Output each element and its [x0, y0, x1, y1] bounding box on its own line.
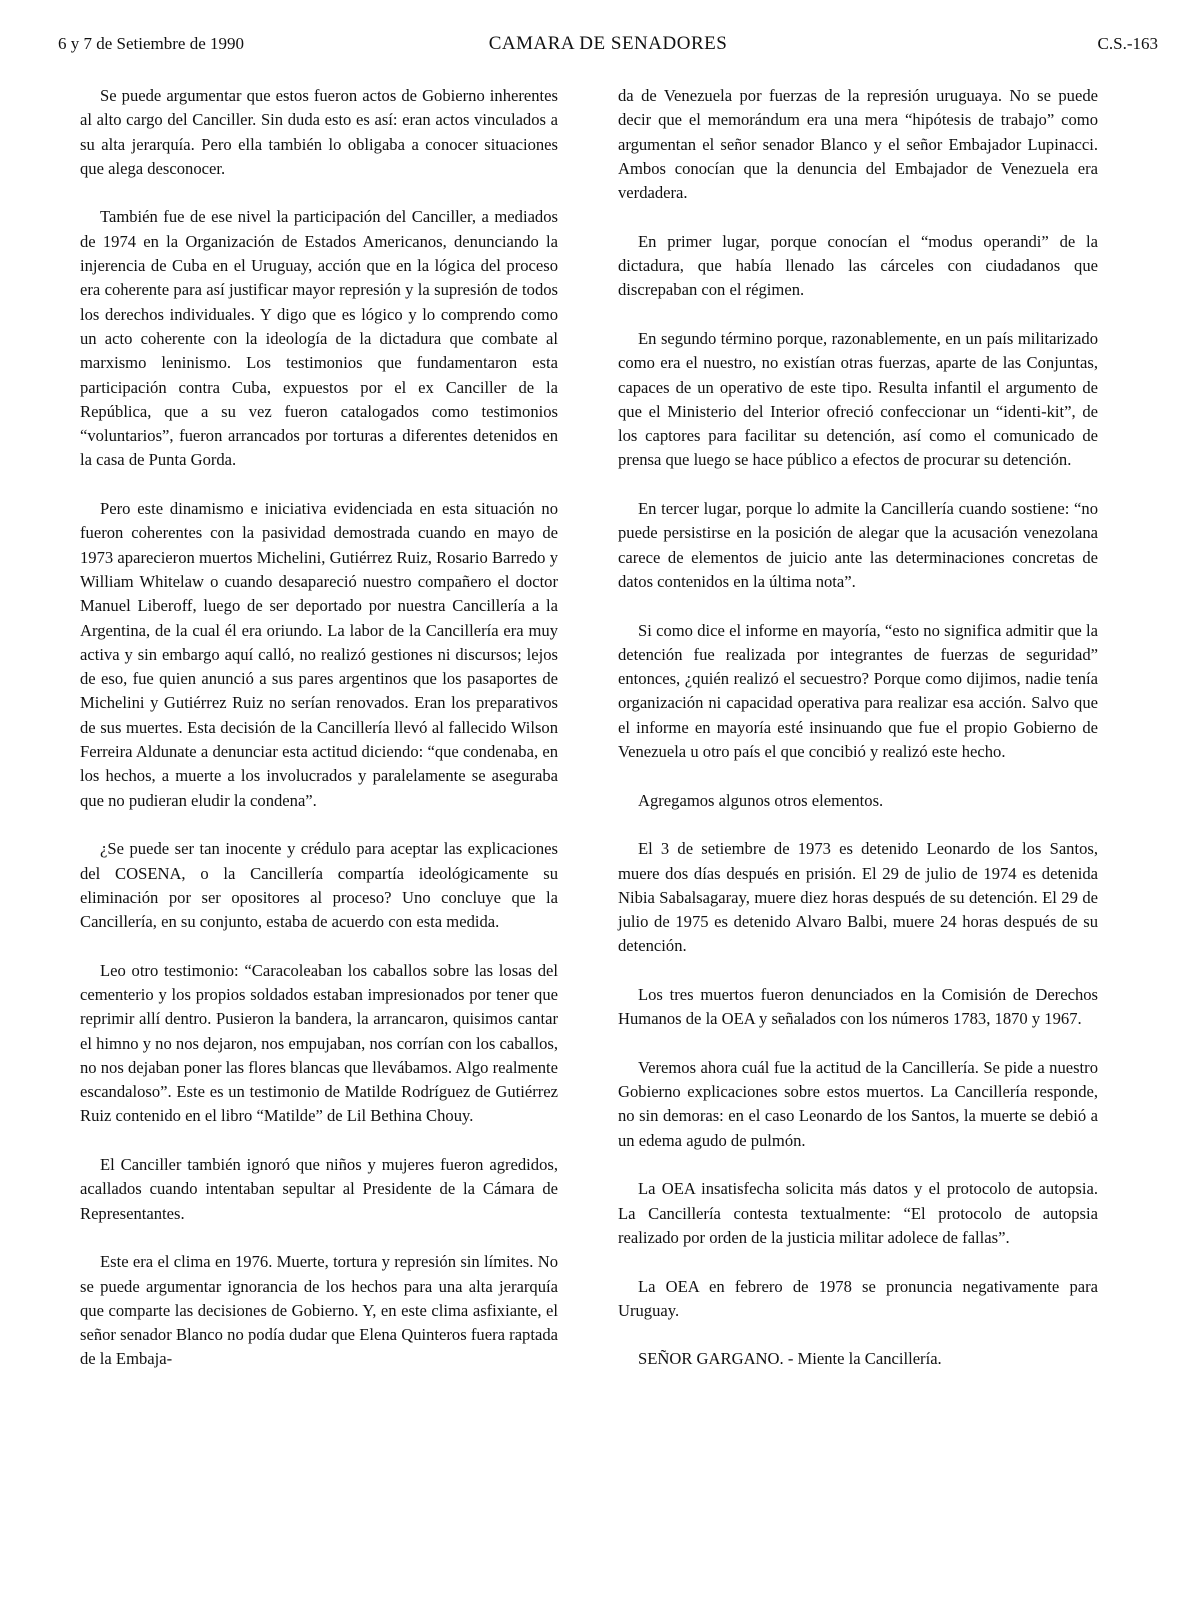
right-column [618, 84, 1098, 1396]
speaker-line: SEÑOR GARGANO. - Miente la Cancillería. [638, 1349, 942, 1369]
paragraph: En segundo término porque, razonablemente, en un país militarizado como era el nuestro, no existían otras fuerzas, aparte de las Conjuntas, capaces de un operativo de este tipo. Resulta infantil el argumento de que el Ministerio del Interior ofreció confeccionar un “identi-kit”, de los captores para facilitar su detención, así como el comunicado de prensa que luego se hace público a efectos de procurar su detención. [618, 328, 1098, 470]
paragraph: ¿Se puede ser tan inocente y crédulo para aceptar las explicaciones del COSENA, o la Cancillería compartía ideológicamente su eliminación por ser opositores al proceso? Uno concluye que la Cancillería, en su conjunto, estaba de acuerdo con esta medida. [80, 839, 558, 932]
session-date: 6 y 7 de Setiembre de 1990 [58, 34, 245, 53]
paragraph: También fue de ese nivel la participación del Canciller, a mediados de 1974 en la Organización de Estados Americanos, denunciando la injerencia de Cuba en el Uruguay, acción que en la lógica del proceso era coherente para así justificar mayor represión y la supresión de todos los derechos individuales. Y digo que es lógico y lo comprendo como un acto coherente con la ideología de la dictadura que combate al marxismo leninismo. Los testimonios que fundamentaron esta participación contra Cuba, expuestos por el ex Canciller de la República, que a su vez fueron catalogados como testimonios “voluntarios”, fueron arrancados por torturas a diferentes detenidos en la casa de Punta Gorda. [80, 207, 558, 470]
paragraph-continuation: da de Venezuela por fuerzas de la represión uruguaya. No se puede decir que el memorándum era una mera “hipótesis de trabajo” como argumentan el señor senador Blanco y el señor Embajador Lupinacci. Ambos conocían que la denuncia del Embajador de Venezuela era verdadera. [618, 86, 1098, 203]
paragraph: El 3 de setiembre de 1973 es detenido Leonardo de los Santos, muere dos días después en prisión. El 29 de julio de 1974 es detenida Nibia Sabalsagaray, muere diez horas después de su detención. El 29 de julio de 1975 es detenido Alvaro Balbi, muere 24 horas después de su detención. [618, 839, 1098, 956]
paragraph: Si como dice el informe en mayoría, “esto no significa admitir que la detención fue realizada por integrantes de fuerzas de seguridad” entonces, ¿quién realizó el secuestro? Porque como dijimos, nadie tenía organización ni capacidad operativa para realizar esa acción. Salvo que el informe en mayoría esté insinuando que fue el propio Gobierno de Venezuela u otro país el que concibió y realizó este hecho. [618, 620, 1098, 762]
page-number: C.S.-163 [1097, 34, 1158, 53]
paragraph: La OEA insatisfecha solicita más datos y el protocolo de autopsia. La Cancillería contesta textualmente: “El protocolo de autopsia realizado por orden de la justicia militar adolece de fallas”. [618, 1179, 1098, 1247]
paragraph: Leo otro testimonio: “Caracoleaban los caballos sobre las losas del cementerio y los propios soldados estaban impresionados por tener que reprimir allí dentro. Pusieron la bandera, la arrancaron, quisimos cantar el himno y no nos dejaron, nos empujaban, nos corrían con los caballos, no nos dejaban poner las flores blancas que llevábamos. Algo realmente escandaloso”. Este es un testimonio de Matilde Rodríguez de Gutiérrez Ruiz contenido en el libro “Matilde” de Lil Bethina Chouy. [80, 960, 558, 1126]
paragraph: Agregamos algunos otros elementos. [638, 790, 884, 810]
paragraph: Pero este dinamismo e iniciativa evidenciada en esta situación no fueron coherentes con la pasividad demostrada cuando en mayo de 1973 aparecieron muertos Michelini, Gutiérrez Ruiz, Rosario Barredo y William Whitelaw o cuando desapareció nuestro compañero el doctor Manuel Liberoff, luego de ser deportado por nuestra Cancillería a la Argentina, de la cual él era oriundo. La labor de la Cancillería era muy activa y sin embargo aquí calló, no realizó gestiones ni discursos; lejos de eso, fue quien anunció a sus pares argentinos que los pasaportes de Michelini y Gutiérrez Ruiz no serían renovados. Eran los preparativos de sus muertes. Esta decisión de la Cancillería llevó al fallecido Wilson Ferreira Aldunate a denunciar esta actitud diciendo: “que condenaba, en los hechos, a muerte a los involucrados y paralelamente se aseguraba que no pudieran eludir la condena”. [80, 499, 558, 810]
paragraph: Este era el clima en 1976. Muerte, tortura y represión sin límites. No se puede argumentar ignorancia de los hechos para una alta jerarquía que comparte las decisiones de Gobierno. Y, en este clima asfixiante, el señor senador Blanco no podía dudar que Elena Quinteros fuera raptada de la Embaja- [80, 1252, 558, 1369]
paragraph: La OEA en febrero de 1978 se pronuncia negativamente para Uruguay. [618, 1276, 1098, 1320]
chamber-title: CAMARA DE SENADORES [488, 33, 728, 54]
left-column [80, 84, 558, 1396]
paragraph: En tercer lugar, porque lo admite la Cancillería cuando sostiene: “no puede persistirse en la posición de alegar que la acusación venezolana carece de elementos de juicio ante las determinaciones concretas de datos contenidos en la última nota”. [618, 499, 1098, 591]
page-header [58, 34, 1158, 58]
paragraph: El Canciller también ignoró que niños y mujeres fueron agredidos, acallados cuando intentaban sepultar al Presidente de la Cámara de Representantes. [80, 1155, 558, 1223]
paragraph: En primer lugar, porque conocían el “modus operandi” de la dictadura, que había llenado las cárceles con ciudadanos que discrepaban con el régimen. [618, 231, 1098, 300]
paragraph: Se puede argumentar que estos fueron actos de Gobierno inherentes al alto cargo del Canciller. Sin duda esto es así: eran actos vinculados a su alta jerarquía. Pero ella también lo obligaba a conocer situaciones que alega desconocer. [80, 86, 558, 178]
paragraph: Veremos ahora cuál fue la actitud de la Cancillería. Se pide a nuestro Gobierno explicaciones sobre estos muertos. La Cancillería responde, no sin demoras: en el caso Leonardo de los Santos, la muerte se debió a un edema agudo de pulmón. [618, 1057, 1098, 1150]
paragraph: Los tres muertos fueron denunciados en la Comisión de Derechos Humanos de la OEA y señalados con los números 1783, 1870 y 1967. [618, 984, 1098, 1029]
